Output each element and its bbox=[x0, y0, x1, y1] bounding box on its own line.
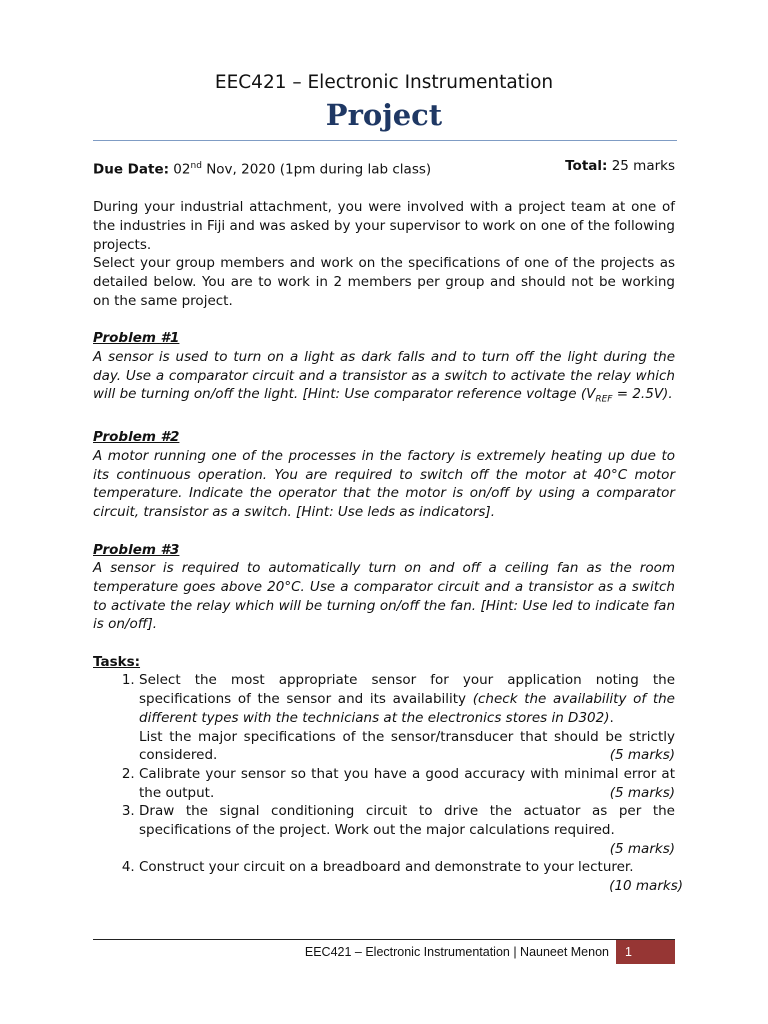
page-number: 1 bbox=[616, 940, 675, 964]
list-item: 1. Select the most appropriate sensor for your application noting the specifications of the sensor and its availability (check the availability of the different types with the technicians at the electronics stores in D302). List the major specifications of the sensor/transducer that should be strictly considered. (5 marks) bbox=[139, 671, 675, 765]
total-marks: Total: 25 marks bbox=[565, 158, 675, 174]
problem-text: A sensor is required to automatically turn on and off a ceiling fan as the room temperature goes above 20°C. Use a comparator circuit and a transistor as a switch to activate the relay which will be turning on/off the fan. [Hint: Use led to indicate fan is on/off]. bbox=[93, 560, 675, 633]
marks-label: (10 marks) bbox=[609, 878, 683, 895]
marks-label: (5 marks) bbox=[609, 840, 675, 857]
intro-paragraph: During your industrial attachment, you were involved with a project team at one of the industries in Fiji and was asked by your supervisor to work on one of the following projects. bbox=[93, 199, 675, 253]
tasks-heading: Tasks: bbox=[93, 653, 141, 670]
page-title: Project bbox=[325, 98, 443, 132]
course-title: EEC421 – Electronic Instrumentation bbox=[214, 72, 554, 93]
marks-label: (5 marks) bbox=[609, 784, 675, 801]
list-item: 2. Calibrate your sensor so that you have a good accuracy with minimal error at the output. (5 marks) bbox=[139, 765, 675, 802]
problem-text: A sensor is used to turn on a light as dark falls and to turn off the light during the day. Use a comparator circuit and a transistor as a switch to activate the relay which will be turning on/off the light. [Hint: Use comparator reference voltage $(V_{REF} = 2.5V)$. bbox=[93, 348, 675, 405]
footer-text: EEC421 – Electronic Instrumentation | Nauneet Menon bbox=[304, 945, 609, 959]
problem-text: A motor running one of the processes in the factory is extremely heating up due to its continuous operation. You are required to switch off the motor at 40°C motor temperature. Indicate the operator that the motor is on/off by using a comparator circuit, transistor as a switch. [Hint: Use leds as indicators]. bbox=[93, 448, 675, 521]
due-line bbox=[93, 157, 675, 179]
problem-heading: Problem #2 bbox=[93, 429, 180, 446]
problem-heading: Problem #1 bbox=[93, 330, 180, 347]
intro-paragraph: Select your group members and work on the specifications of one of the projects as detailed below. You are to work in 2 members per group and should not be working on the same project. bbox=[93, 255, 675, 309]
footer-divider bbox=[93, 939, 675, 940]
title-divider bbox=[93, 140, 677, 141]
task-list bbox=[93, 671, 683, 895]
problem-heading: Problem #3 bbox=[93, 541, 180, 558]
document-body bbox=[93, 157, 683, 896]
due-date: Due Date: 02nd Nov, 2020 (1pm during lab class) bbox=[93, 161, 432, 178]
list-item: 3. Draw the signal conditioning circuit to drive the actuator as per the specifications of the project. Work out the major calculations required. (5 marks) bbox=[139, 802, 675, 858]
list-item: 4. Construct your circuit on a breadboard and demonstrate to your lecturer. (10 marks) bbox=[139, 858, 675, 895]
marks-label: (5 marks) bbox=[609, 747, 675, 764]
